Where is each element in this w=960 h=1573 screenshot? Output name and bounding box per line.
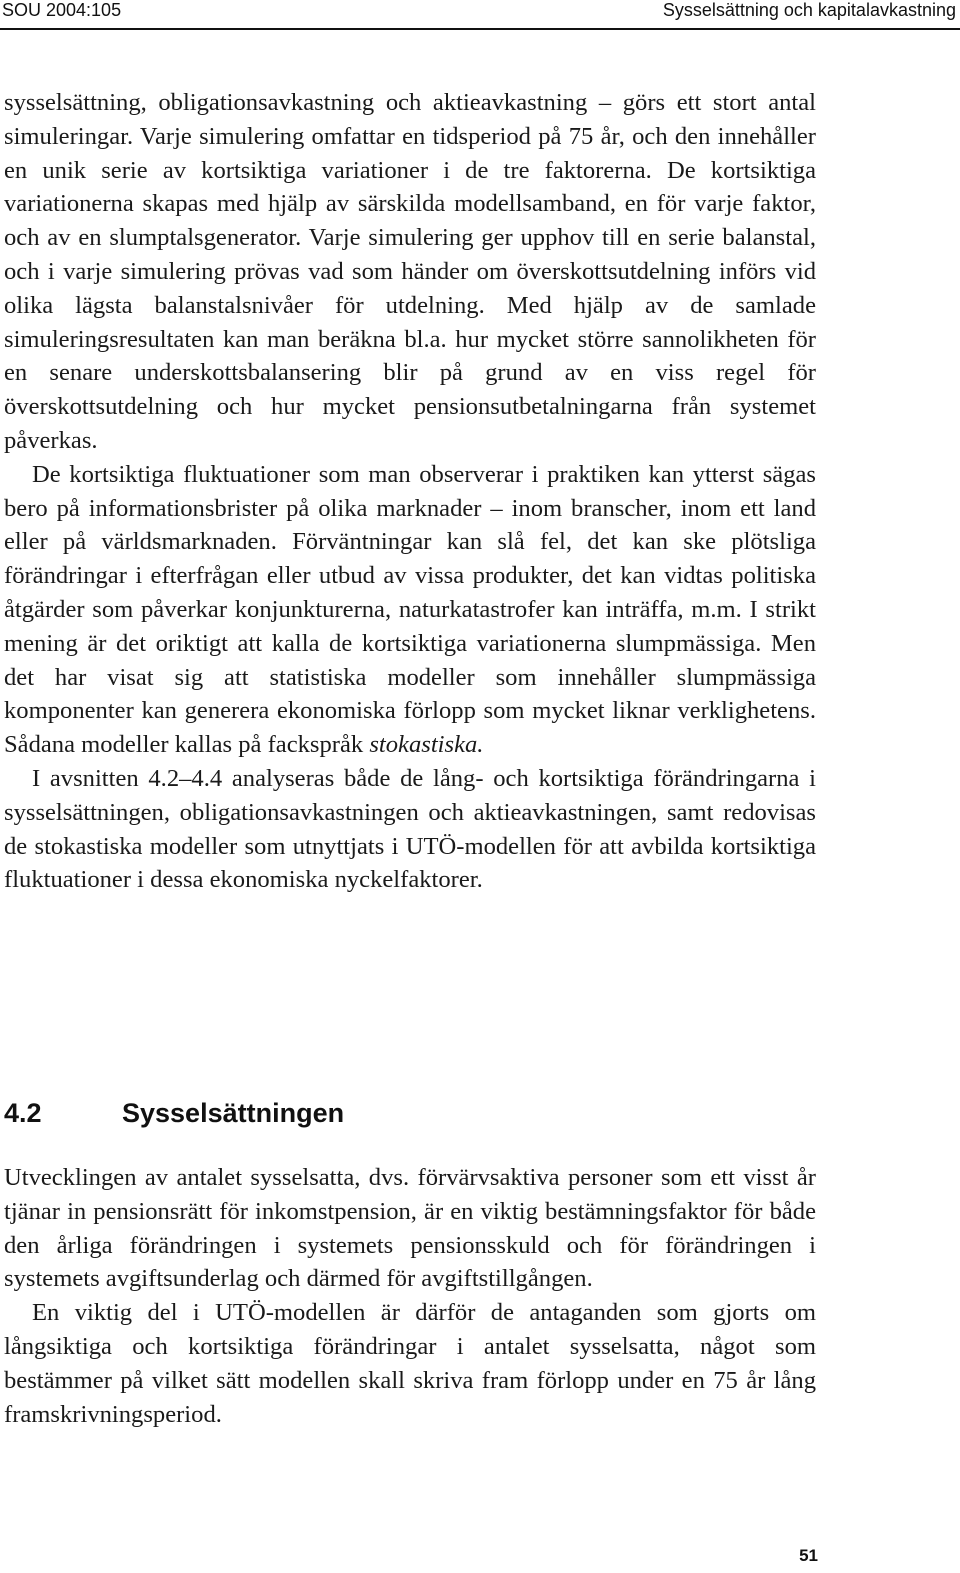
page-number: 51	[799, 1546, 818, 1565]
paragraph: sysselsättning, obligationsavkastning och aktieavkastning – görs ett stort antal simuleringar. Varje simulering omfattar en tidsperiod på 75 år, och den innehåller en unik serie av kortsiktiga variationer i de tre faktorerna. De kortsiktiga variationerna skapas med hjälp av särskilda modellsamband, en för varje faktor, och av en slumptalsgenerator. Varje simulering ger upphov till en serie balanstal, och i varje simulering prövas vad som händer om överskottsutdelning införs vid olika lägsta balanstalsnivåer för utdelning. Med hjälp av de samlade simuleringsresultaten kan man beräkna bl.a. hur mycket större sannolikheten för en senare underskottsbalansering blir på grund av en viss regel för överskottsutdelning och hur mycket pensionsutbetalningarna från systemet påverkas.	[4, 89, 816, 454]
section-title: Sysselsättningen	[122, 1098, 345, 1128]
report-id: SOU 2004:105	[2, 0, 122, 20]
intro-text	[4, 86, 816, 897]
paragraph-text: De kortsiktiga fluktuationer som man observerar i praktiken kan ytterst sägas bero på informationsbrister på olika marknader – inom branscher, inom ett land eller på världsmarknaden. Förväntningar kan slå fel, det kan ske plötsliga förändringar i efterfrågan eller utbud av vissa produkter, det kan vidtas politiska åtgärder som påverkar konjunkturerna, naturkatastrofer kan inträffa, m.m. I strikt mening är det oriktigt att kalla de kortsiktiga variationerna slumpmässiga. Men det har visat sig att statistiska modeller som innehåller slumpmässiga komponenter kan generera ekonomiska förlopp som mycket liknar verklighetens. Sådana modeller kallas på fackspråk	[4, 460, 816, 759]
italic-term: stokastiska.	[369, 731, 484, 759]
paragraph: Utvecklingen av antalet sysselsatta, dvs. förvärvsaktiva personer som ett visst år tjänar in pensionsrätt för inkomstpension, är en viktig bestämningsfaktor för både den årliga förändringen i systemets pensionsskuld och för förändringen i systemets avgiftsunderlag och därmed för avgiftstillgången.	[4, 1164, 816, 1293]
running-header	[0, 0, 960, 22]
section-number: 4.2	[4, 1098, 42, 1128]
header-rule	[0, 28, 960, 30]
section-heading	[4, 1098, 344, 1129]
paragraph: I avsnitten 4.2–4.4 analyseras både de lång- och kortsiktiga förändringarna i sysselsättningen, obligationsavkastningen och aktieavkastningen, samt redovisas de stokastiska modeller som utnyttjats i UTÖ-modellen för att avbilda kortsiktiga fluktuationer i dessa ekonomiska nyckelfaktorer.	[4, 764, 816, 894]
chapter-title: Sysselsättning och kapitalavkastning	[662, 0, 956, 20]
paragraph: En viktig del i UTÖ-modellen är därför de antaganden som gjorts om långsiktiga och kortsiktiga förändringar i antalet sysselsatta, något som bestämmer på vilket sätt modellen skall skriva fram förlopp under en 75 år lång framskrivningsperiod.	[4, 1299, 816, 1428]
section-text	[4, 1161, 816, 1431]
paragraph	[4, 458, 816, 762]
